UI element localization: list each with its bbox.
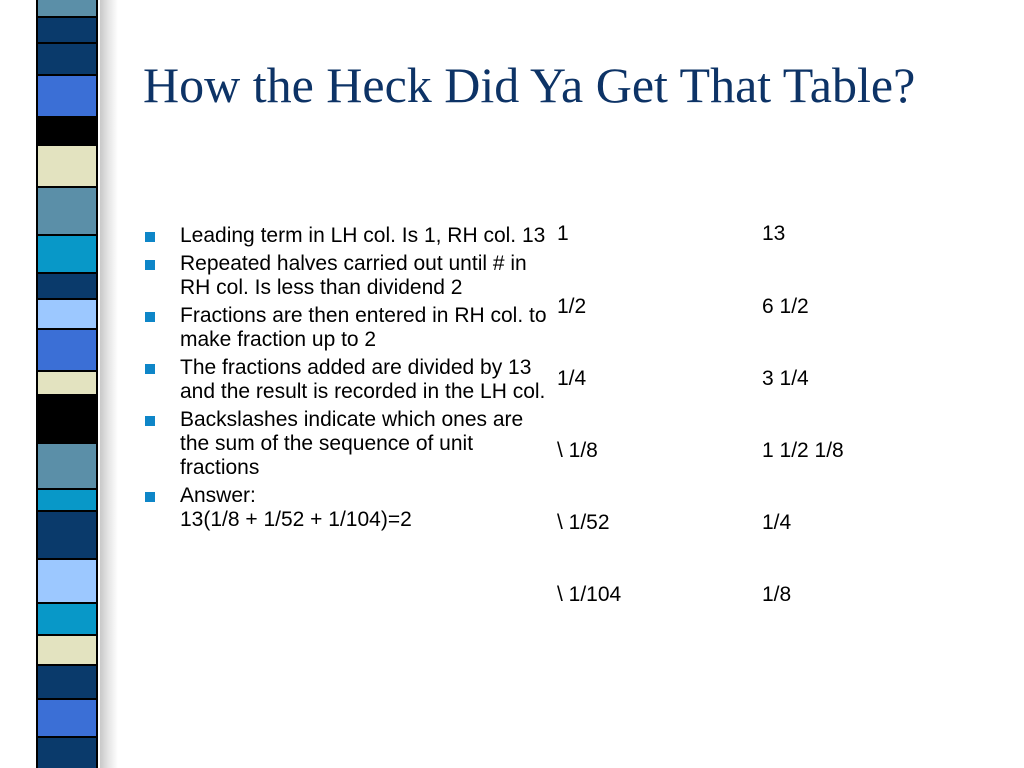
strip-block (38, 560, 96, 602)
strip-block (38, 512, 96, 558)
square-bullet-icon (145, 492, 155, 502)
table-cell-left: \ 1/8 (557, 439, 598, 462)
strip-block (38, 0, 96, 16)
strip-block (38, 76, 96, 116)
bullet-item (143, 484, 553, 532)
bullet-item (143, 252, 553, 300)
square-bullet-icon (145, 364, 155, 374)
strip-shadow (100, 0, 118, 768)
table-cell-right: 1/8 (762, 583, 792, 606)
table-cell-left: \ 1/104 (557, 583, 622, 606)
table-cell-right: 1 1/2 1/8 (762, 439, 844, 462)
bullet-text: Backslashes indicate which ones are the sum of the sequence of unit fractions (180, 408, 524, 479)
strip-block (38, 444, 96, 488)
bullet-text: Repeated halves carried out until # in RH col. Is less than dividend 2 (180, 252, 527, 299)
strip-block (38, 330, 96, 370)
strip-block (38, 192, 96, 234)
bullet-item (143, 304, 553, 352)
strip-block (38, 490, 96, 510)
square-bullet-icon (145, 312, 155, 322)
bullet-text: The fractions added are divided by 13 and the result is recorded in the LH col. (180, 356, 546, 403)
strip-block (38, 666, 96, 698)
table-cell-right: 1/4 (762, 511, 792, 534)
square-bullet-icon (145, 260, 155, 270)
bullet-item (143, 224, 553, 248)
strip-block (38, 18, 96, 42)
bullet-text: Answer: 13(1/8 + 1/52 + 1/104)=2 (180, 484, 412, 531)
strip-block (38, 274, 96, 298)
strip-block (38, 636, 96, 664)
bullet-item (143, 408, 553, 480)
slide-title: How the Heck Did Ya Get That Table? (143, 57, 916, 113)
bullet-item (143, 356, 553, 404)
table-cell-right: 6 1/2 (762, 295, 809, 318)
table-cell-left: 1/4 (557, 367, 587, 390)
bullet-text: Fractions are then entered in RH col. to make fraction up to 2 (180, 304, 547, 351)
table-cell-right: 3 1/4 (762, 367, 809, 390)
table-cell-left: 1 (557, 222, 569, 245)
table-cell-right: 13 (762, 222, 786, 245)
strip-block (38, 604, 96, 634)
strip-block (38, 236, 96, 272)
strip-block (38, 146, 96, 186)
strip-block (38, 300, 96, 328)
decorative-strip (0, 0, 118, 768)
bullet-list (143, 224, 553, 536)
strip-block (38, 738, 96, 768)
table-cell-left: 1/2 (557, 295, 587, 318)
table-cell-left: \ 1/52 (557, 511, 610, 534)
square-bullet-icon (145, 416, 155, 426)
strip-block (38, 372, 96, 394)
strip-block (38, 396, 96, 442)
strip-block (38, 44, 96, 74)
strip-block (38, 118, 96, 144)
strip-block (38, 700, 96, 736)
square-bullet-icon (145, 232, 155, 242)
bullet-text: Leading term in LH col. Is 1, RH col. 13 (180, 224, 546, 247)
